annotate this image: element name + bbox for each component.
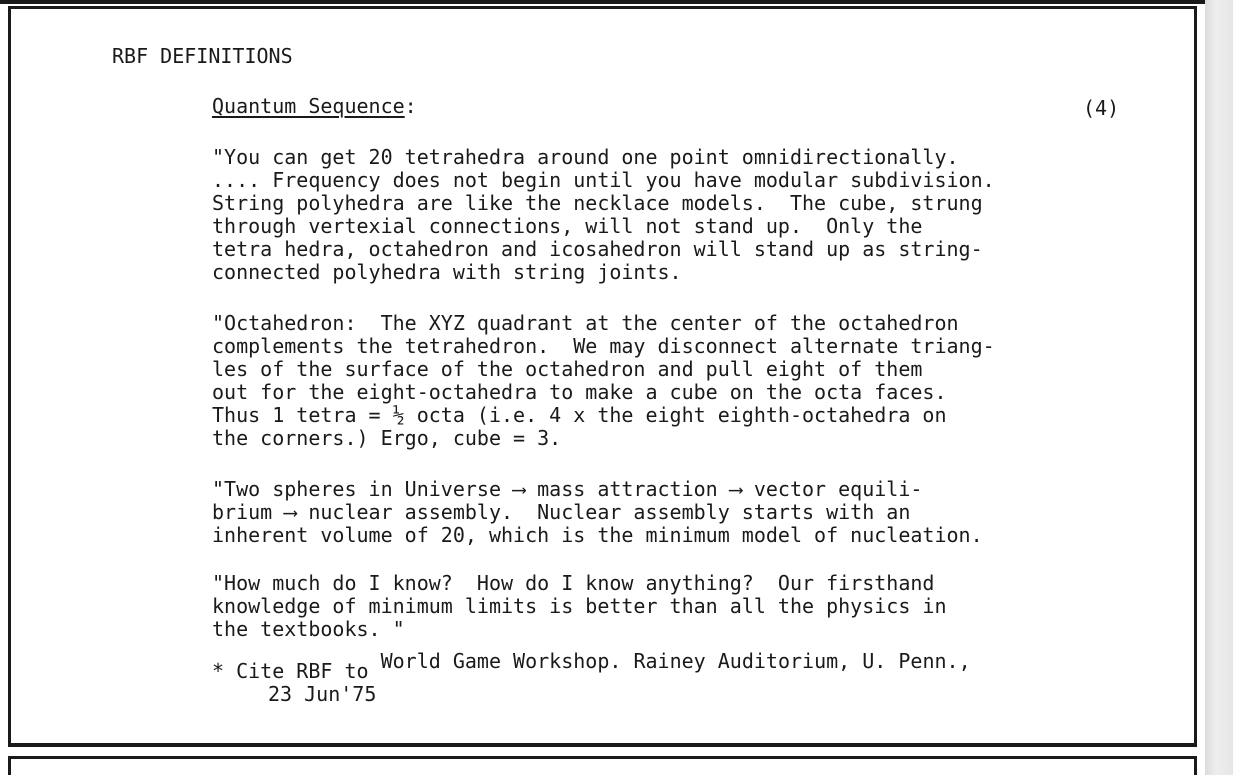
text-line: connected polyhedra with string joints. <box>212 260 682 284</box>
text-line: out for the eight-octahedra to make a cube on the octa faces. <box>212 380 947 404</box>
scan-margin <box>1205 0 1233 775</box>
text-line: les of the surface of the octahedron and pull eight of them <box>212 357 923 381</box>
paragraph-knowledge <box>212 572 947 641</box>
text-line: "You can get 20 tetrahedra around one point omnidirectionally. <box>212 145 959 169</box>
text-line: Thus 1 tetra = ½ octa (i.e. 4 x the eight eighth-octahedra on <box>212 403 947 427</box>
text-line: .... Frequency does not begin until you have modular subdivision. <box>212 168 995 192</box>
paragraph-tetrahedra <box>212 146 995 284</box>
text-line: "How much do I know? How do I know anything? Our firsthand <box>212 571 935 595</box>
card-top-edge <box>0 0 1205 4</box>
paragraph-two-spheres <box>212 478 983 547</box>
text-line: the textbooks. " <box>212 617 405 641</box>
term-colon: : <box>404 94 417 118</box>
term-heading <box>212 94 417 118</box>
text-line: tetra hedra, octahedron and icosahedron will stand up as string- <box>212 237 983 261</box>
term-title: Quantum Sequence <box>212 94 405 118</box>
text-line: "Octahedron: The XYZ quadrant at the center of the octahedron <box>212 311 959 335</box>
next-card-edge <box>8 756 1197 775</box>
text-line: "Two spheres in Universe ⟶ mass attraction ⟶ vector equili- <box>212 477 923 501</box>
citation-date: 23 Jun'75 <box>268 682 377 706</box>
text-line: complements the tetrahedron. We may disconnect alternate triang- <box>212 334 995 358</box>
text-line: through vertexial connections, will not stand up. Only the <box>212 214 923 238</box>
text-line: the corners.) Ergo, cube = 3. <box>212 426 562 450</box>
text-line: String polyhedra are like the necklace models. The cube, strung <box>212 191 983 215</box>
text-line: knowledge of minimum limits is better than all the physics in <box>212 594 947 618</box>
text-line: brium ⟶ nuclear assembly. Nuclear assembly starts with an <box>212 500 911 524</box>
document-heading: RBF DEFINITIONS <box>112 44 293 68</box>
citation <box>212 648 971 683</box>
page-number: (4) <box>1083 96 1120 120</box>
text-line: inherent volume of 20, which is the minimum model of nucleation. <box>212 523 983 547</box>
citation-venue: World Game Workshop. Rainey Auditorium, U. Penn., <box>380 649 971 673</box>
citation-prefix: * Cite RBF to <box>212 659 369 683</box>
paragraph-octahedron <box>212 312 995 450</box>
